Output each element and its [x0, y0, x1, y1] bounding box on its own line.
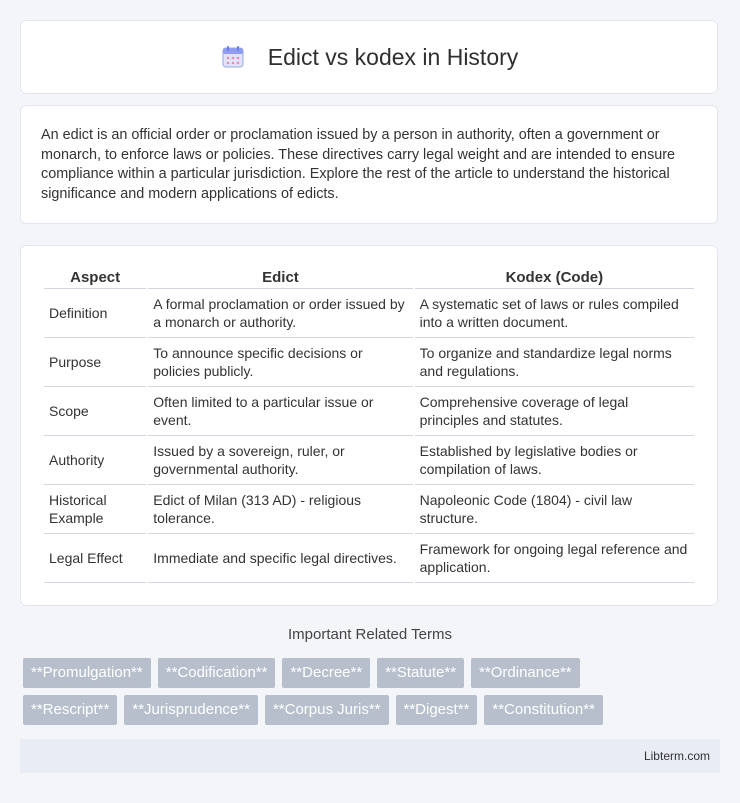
footer-brand[interactable]: Libterm.com — [643, 749, 710, 763]
row-aspect: Historical Example — [44, 485, 146, 534]
row-edict: To announce specific decisions or policies publicly. — [148, 338, 412, 387]
comparison-card — [20, 245, 718, 606]
calendar-icon — [220, 44, 246, 70]
header-edict: Edict — [148, 266, 412, 289]
row-kodex: Framework for ongoing legal reference and application. — [415, 534, 694, 583]
footer — [20, 739, 720, 773]
row-kodex: Napoleonic Code (1804) - civil law structure. — [415, 485, 694, 534]
table-row — [44, 387, 694, 436]
tag-statute[interactable]: **Statute** — [377, 658, 464, 688]
row-edict: Immediate and specific legal directives. — [148, 534, 412, 583]
table-row — [44, 534, 694, 583]
tag-row — [23, 695, 723, 725]
table-row — [44, 289, 694, 338]
tag-jurisprudence[interactable]: **Jurisprudence** — [124, 695, 258, 725]
row-aspect: Purpose — [44, 338, 146, 387]
row-edict: A formal proclamation or order issued by a monarch or authority. — [148, 289, 412, 338]
title-card — [20, 20, 718, 94]
row-kodex: Comprehensive coverage of legal principles and statutes. — [415, 387, 694, 436]
intro-paragraph: An edict is an official order or proclamation issued by a person in authority, often a government or monarch, to enforce laws or policies. These directives carry legal weight and are intended to ensure compliance within a particular jurisdiction. Explore the rest of the article to understand the historical significance and modern applications of edicts. — [41, 127, 676, 202]
related-terms-title: Important Related Terms — [288, 626, 452, 643]
tag-rescript[interactable]: **Rescript** — [23, 695, 117, 725]
tag-promulgation[interactable]: **Promulgation** — [23, 658, 151, 688]
row-kodex: Established by legislative bodies or compilation of laws. — [415, 436, 694, 485]
table-header-row — [44, 266, 694, 289]
row-aspect: Scope — [44, 387, 146, 436]
tag-corpus-juris[interactable]: **Corpus Juris** — [265, 695, 389, 725]
row-edict: Edict of Milan (313 AD) - religious tolerance. — [148, 485, 412, 534]
tag-constitution[interactable]: **Constitution** — [484, 695, 603, 725]
related-terms — [23, 658, 723, 732]
tag-codification[interactable]: **Codification** — [158, 658, 276, 688]
row-kodex: To organize and standardize legal norms and regulations. — [415, 338, 694, 387]
row-aspect: Definition — [44, 289, 146, 338]
tag-digest[interactable]: **Digest** — [396, 695, 478, 725]
row-aspect: Authority — [44, 436, 146, 485]
row-edict: Issued by a sovereign, ruler, or governmental authority. — [148, 436, 412, 485]
title-row — [220, 44, 519, 71]
header-kodex: Kodex (Code) — [415, 266, 694, 289]
tag-decree[interactable]: **Decree** — [282, 658, 370, 688]
row-kodex: A systematic set of laws or rules compiled into a written document. — [415, 289, 694, 338]
tag-ordinance[interactable]: **Ordinance** — [471, 658, 580, 688]
tag-row — [23, 658, 723, 688]
page-title: Edict vs kodex in History — [267, 43, 519, 70]
row-aspect: Legal Effect — [44, 534, 146, 583]
row-edict: Often limited to a particular issue or event. — [148, 387, 412, 436]
table-row — [44, 436, 694, 485]
header-aspect: Aspect — [44, 266, 146, 289]
comparison-table — [42, 266, 696, 583]
table-row — [44, 338, 694, 387]
table-row — [44, 485, 694, 534]
intro-card — [20, 105, 718, 224]
